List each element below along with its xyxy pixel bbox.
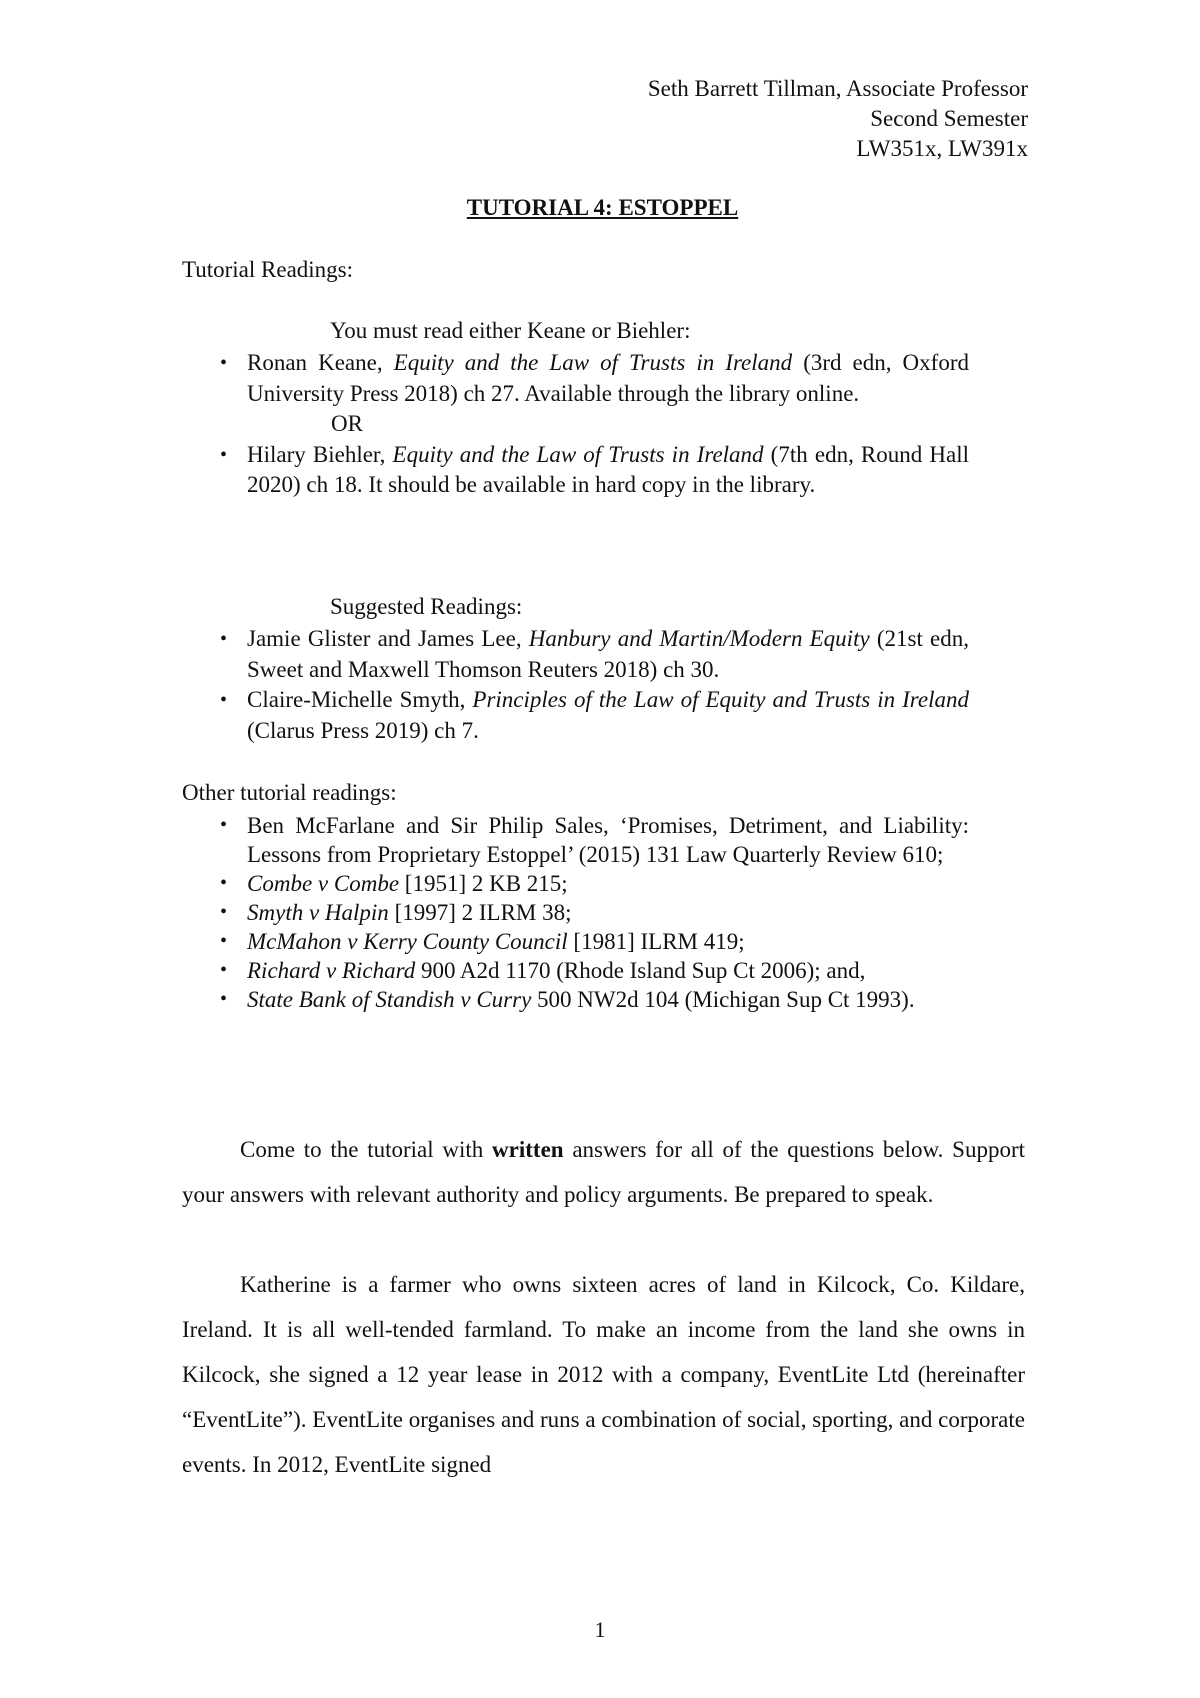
case-name: McMahon v Kerry County Council bbox=[247, 929, 568, 954]
header-block bbox=[648, 74, 1028, 164]
suggested-readings-list bbox=[247, 624, 969, 746]
case-name: Richard v Richard bbox=[247, 958, 416, 983]
keane-details: (3rd edn, Oxford University Press 2018) ch 27. Available through the library online. bbox=[247, 350, 969, 406]
list-item-case-smyth bbox=[247, 898, 969, 927]
case-citation: 500 NW2d 104 (Michigan Sup Ct 1993). bbox=[531, 987, 915, 1012]
page-title: TUTORIAL 4: ESTOPPEL bbox=[466, 195, 739, 220]
list-item-case-standish bbox=[247, 985, 969, 1014]
glister-details: (21st edn, Sweet and Maxwell Thomson Reuters 2018) ch 30. bbox=[247, 626, 969, 682]
list-item-case-richard bbox=[247, 956, 969, 985]
suggested-readings-label: Suggested Readings: bbox=[330, 594, 523, 619]
instructions-emphasis: written bbox=[492, 1137, 564, 1162]
case-citation: [1981] ILRM 419; bbox=[567, 929, 745, 954]
list-item-keane bbox=[247, 348, 969, 440]
instructions-after: answers for all of the questions below. Support your answers with relevant authority and policy arguments. Be prepared to speak. bbox=[182, 1137, 1025, 1207]
page-number: 1 bbox=[594, 1617, 606, 1642]
instructions-paragraph bbox=[182, 1127, 1025, 1217]
required-readings-list bbox=[247, 348, 969, 501]
tutorial-readings-label: Tutorial Readings: bbox=[182, 257, 354, 282]
list-item-mcfarlane-article: • Ben McFarlane and Sir Philip Sales, ‘Promises, Detriment, and Liability: Lessons from Proprietary Estoppel’ (2015) 131 Law Quarterly Review 610; bbox=[247, 811, 969, 869]
keane-author: Ronan Keane, bbox=[247, 350, 394, 375]
must-read-note: You must read either Keane or Biehler: bbox=[330, 318, 691, 343]
header-semester: Second Semester bbox=[870, 106, 1028, 131]
biehler-details: (7th edn, Round Hall 2020) ch 18. It should be available in hard copy in the library. bbox=[247, 441, 969, 497]
keane-title: Equity and the Law of Trusts in Ireland bbox=[393, 350, 793, 375]
list-item-glister bbox=[247, 624, 969, 685]
header-author: Seth Barrett Tillman, Associate Professor bbox=[647, 76, 1028, 101]
glister-author: Jamie Glister and James Lee, bbox=[247, 626, 529, 651]
other-readings-label: Other tutorial readings: bbox=[182, 780, 397, 805]
or-separator: OR bbox=[331, 411, 363, 436]
scenario-text: Katherine is a farmer who owns sixteen acres of land in Kilcock, Co. Kildare, Ireland. It is all well-tended farmland. To make an income from the land she owns in Kilcock, she signed a 12 year lease in 2012 with a company, EventLite Ltd (hereinafter “EventLite”). EventLite organises and runs a combination of social, sporting, and corporate events. In 2012, EventLite signed bbox=[182, 1272, 1025, 1477]
case-name: Smyth v Halpin bbox=[247, 900, 389, 925]
instructions-before: Come to the tutorial with bbox=[240, 1137, 493, 1162]
smyth-title: Principles of the Law of Equity and Trusts in Ireland bbox=[472, 687, 969, 712]
list-item-case-combe bbox=[247, 869, 969, 898]
case-citation: [1951] 2 KB 215; bbox=[399, 871, 568, 896]
case-name: Combe v Combe bbox=[247, 871, 400, 896]
biehler-title: Equity and the Law of Trusts in Ireland bbox=[392, 441, 764, 467]
header-courses: LW351x, LW391x bbox=[856, 136, 1028, 161]
list-item-smyth bbox=[247, 685, 969, 746]
biehler-author: Hilary Biehler, bbox=[247, 441, 393, 467]
smyth-details: (Clarus Press 2019) ch 7. bbox=[247, 717, 479, 743]
other-readings-list bbox=[247, 811, 969, 1014]
list-item-case-mcmahon bbox=[247, 927, 969, 956]
scenario-paragraph bbox=[182, 1262, 1025, 1487]
case-name: State Bank of Standish v Curry bbox=[247, 987, 532, 1012]
glister-title: Hanbury and Martin/Modern Equity bbox=[528, 626, 870, 651]
list-item-biehler bbox=[247, 440, 969, 501]
smyth-author: Claire-Michelle Smyth, bbox=[247, 687, 473, 712]
case-citation: [1997] 2 ILRM 38; bbox=[388, 900, 572, 925]
case-citation: 900 A2d 1170 (Rhode Island Sup Ct 2006); and, bbox=[415, 958, 866, 983]
